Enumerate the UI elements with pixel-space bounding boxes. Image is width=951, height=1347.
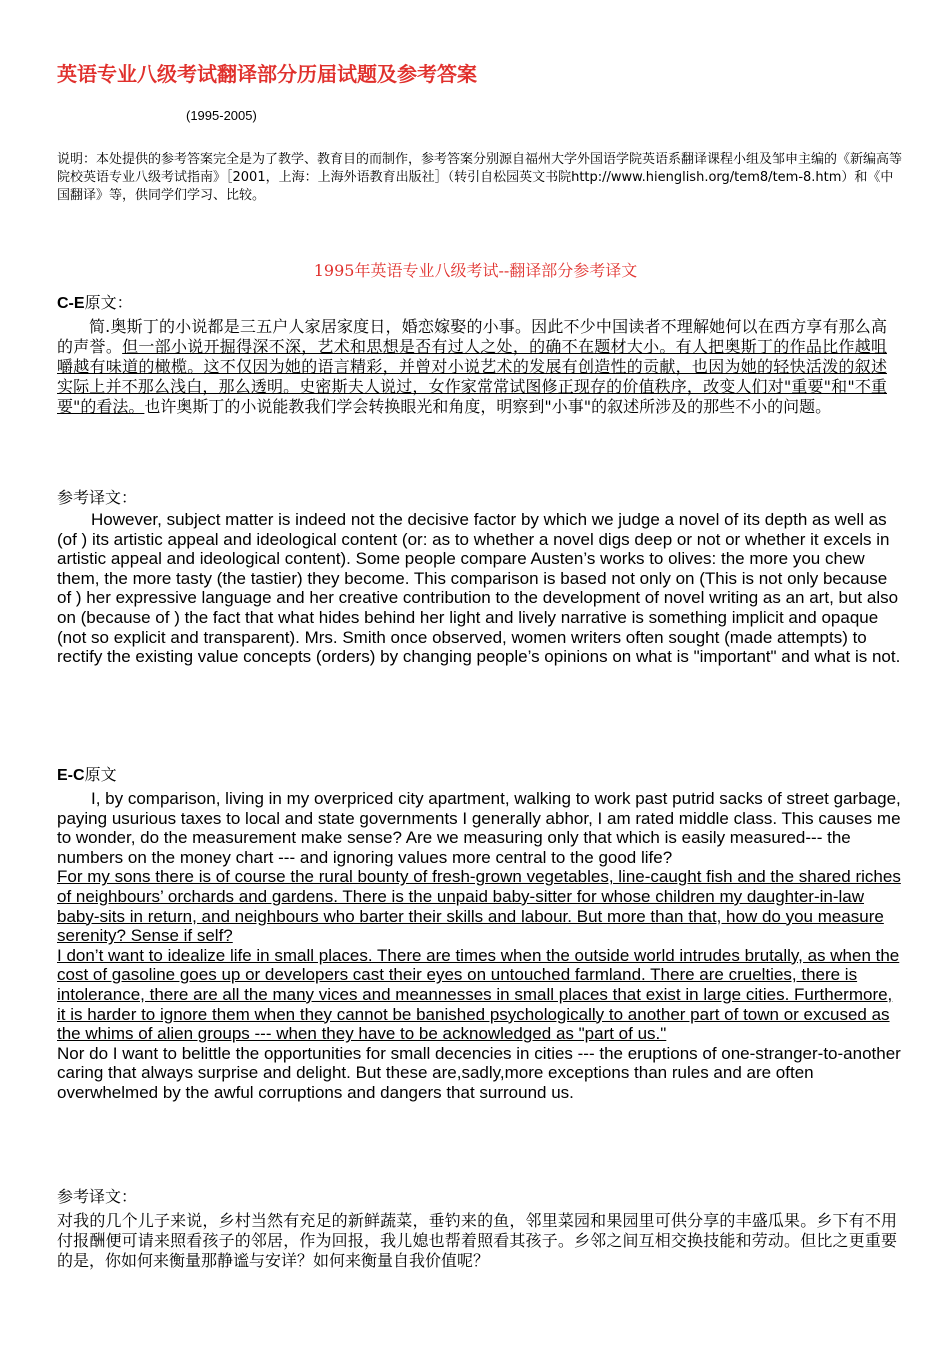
ec-paragraph-3	[57, 946, 902, 1044]
ec-label	[57, 762, 117, 785]
ec-reference-label: 参考译文：	[57, 1187, 138, 1206]
ce-source-intro: 简.奥斯丁的小说都是三五户人家居家度日，婚恋嫁娶的小事。因此不少中国读者不理解她何以在西方享有那么高的声誉。	[57, 317, 887, 356]
ec-label-code: E-C	[57, 767, 85, 784]
note-paragraph: 说明：本处提供的参考答案完全是为了教学、教育目的而制作，参考答案分别源自福州大学外国语学院英语系翻译课程小组及邹申主编的《新编高等院校英语专业八级考试指南》［2001，上海：上海外语教育出版社］（转引自松园英文书院http://www.hienglish.org/tem8/tem-8.htm）和《中国翻译》等，供同学们学习、比较。	[57, 152, 903, 203]
ce-label-text: 原文：	[84, 293, 133, 312]
ec-paragraph-1: I, by comparison, living in my overpriced city apartment, walking to work past putrid sacks of street garbage, paying usurious taxes to local and state governments I generally abhor, I am rated middle class. This causes me to wonder, do the measurement make sense? Are we measuring only that which is easily measured--- the numbers on the money chart --- and ignoring values more central to the good life?	[57, 789, 901, 867]
ce-label-code: C-E	[57, 295, 85, 312]
ec-reference-translation: 对我的几个儿子来说，乡村当然有充足的新鲜蔬菜，垂钓来的鱼，邻里菜园和果园里可供分享的丰盛瓜果。乡下有不用付报酬便可请来照看孩子的邻居，作为回报，我儿媳也帮着照看其孩子。乡邻之间互相交换技能和劳动。但比之更重要的是，你如何来衡量那静谧与安详？如何来衡量自我价值呢？	[57, 1211, 897, 1270]
ec-paragraph-4: Nor do I want to belittle the opportunities for small decencies in cities --- the eruptions of one-stranger-to-another caring that always surprise and delight. But these are,sadly,more exceptions than rules and are often overwhelmed by the awful corruptions and dangers that surround us.	[57, 1043, 901, 1102]
year-range: (1995-2005)	[186, 108, 257, 123]
section-title: 1995年英语专业八级考试--翻译部分参考译文	[313, 261, 638, 280]
ec-paragraph-2	[57, 867, 902, 945]
ec-paragraph-3-underlined: I don’t want to idealize life in small places. There are times when the outside world intrudes brutally, as when the cost of gasoline goes up or developers cast their eyes on untouched farmland. There are cruelties, there is intolerance, there are all the many vices and meannesses in small places that exist in large cities. Furthermore, it is harder to ignore them when they cannot be banished psychologically to another part of town or excused as the whims of alien groups --- when they have to be acknowledged as "part of us."	[57, 945, 900, 1044]
ec-label-text: 原文	[84, 765, 117, 784]
ce-reference-label: 参考译文：	[57, 488, 138, 507]
ce-source-text	[57, 317, 887, 417]
ec-source-text	[57, 789, 902, 1103]
ce-source-underlined: 但一部小说开掘得深不深，艺术和思想是否有过人之处，的确不在题材大小。有人把奥斯丁的作品比作越咀嚼越有味道的橄榄。这不仅因为她的语言精彩，并曾对小说艺术的发展有创造性的贡献，也因为她的轻快活泼的叙述实际上并不那么浅白，那么透明。史密斯夫人说过，女作家常常试图修正现存的价值秩序，改变人们对"重要"和"不重要"的看法。	[57, 337, 887, 416]
ec-paragraph-2-underlined: For my sons there is of course the rural bounty of fresh-grown vegetables, line-caught fish and the shared riches of neighbours’ orchards and gardens. There is the unpaid baby-sitter for whose children my daughter-in-law baby-sits in return, and neighbours who barter their skills and labour. But more than that, how do you measure serenity? Sense if self?	[57, 867, 901, 946]
ce-reference-translation	[57, 510, 902, 667]
ce-reference-paragraph: However, subject matter is indeed not the decisive factor by which we judge a novel of its depth as well as (of ) its artistic appeal and ideological content (or: as to whether a novel digs deep or not or whether it excels in artistic appeal and ideological content). Some people compare Austen’s works to olives: the more you chew them, the more tasty (the tastier) they become. This comparison is based not only on (This is not only because of ) her expressive language and her creative contribution to the development of novel writing as an art, but also on (because of ) the fact that what hides behind her light and lively narrative is something implicit and opaque (not so explicit and transparent). Mrs. Smith once observed, women writers often sought (made attempts) to rectify the existing value concepts (orders) by changing people’s opinions on what is "important" and what is not.	[57, 510, 901, 667]
document-title: 英语专业八级考试翻译部分历届试题及参考答案	[57, 62, 477, 86]
ce-label	[57, 290, 133, 313]
ce-source-ending: 也许奥斯丁的小说能教我们学会转换眼光和角度，明察到"小事"的叙述所涉及的那些不小的问题。	[144, 397, 832, 416]
